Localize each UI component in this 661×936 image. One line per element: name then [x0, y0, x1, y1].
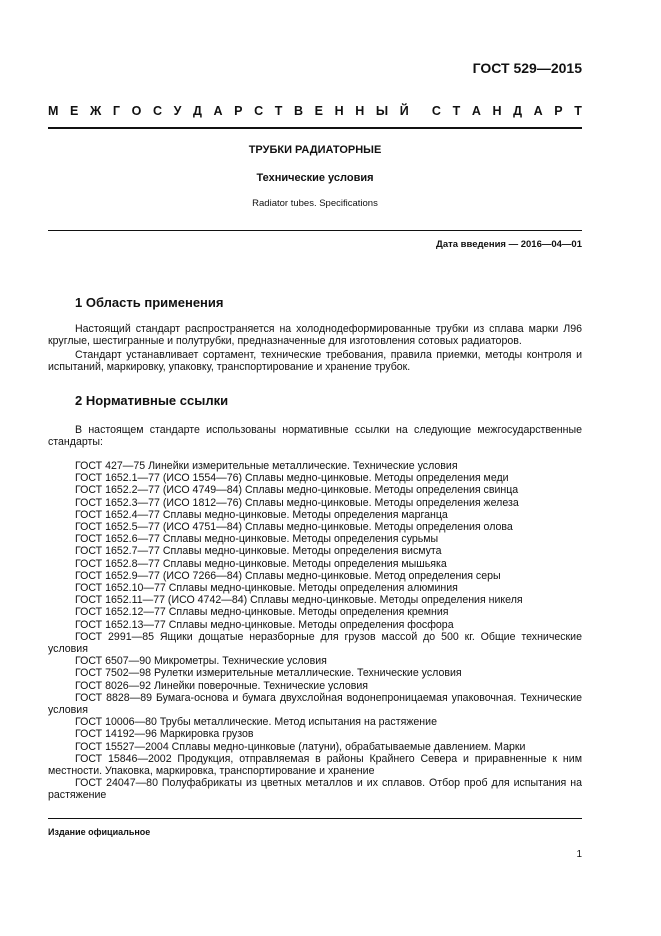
reference-item: ГОСТ 10006—80 Трубы металлические. Метод испытания на растяжение [75, 716, 437, 729]
banner-letter: Н [355, 104, 365, 118]
section-1-paragraph-2: Стандарт устанавливает сортамент, технические требования, правила приемки, методы контроля и испытаний, маркировку, упаковку, транспортирование и хранение трубок. [48, 349, 582, 374]
intro-date: Дата введения — 2016—04—01 [436, 239, 582, 250]
reference-item: ГОСТ 14192—96 Маркировка грузов [75, 728, 254, 741]
reference-item: ГОСТ 427—75 Линейки измерительные металлические. Технические условия [75, 460, 458, 472]
document-title: ТРУБКИ РАДИАТОРНЫЕ [248, 144, 382, 156]
reference-item: ГОСТ 8026—92 Линейки поверочные. Технические условия [75, 679, 368, 692]
banner-letter: Н [492, 104, 502, 118]
banner-letter: У [173, 104, 182, 118]
reference-item: ГОСТ 15527—2004 Сплавы медно-цинковые (латуни), обрабатываемые давлением. Марки [75, 740, 526, 753]
header-divider [48, 127, 582, 129]
reference-item: ГОСТ 1652.8—77 Сплавы медно-цинковые. Методы определения мышьяка [75, 557, 447, 570]
reference-item: ГОСТ 1652.1—77 (ИСО 1554—76) Сплавы медно-цинковые. Методы определения меди [75, 472, 509, 485]
banner-letter: Д [513, 104, 522, 118]
reference-item: ГОСТ 1652.7—77 Сплавы медно-цинковые. Методы определения висмута [75, 545, 442, 558]
banner-letter: Й [399, 104, 409, 118]
reference-item: ГОСТ 1652.5—77 (ИСО 4751—84) Сплавы медно-цинковые. Методы определения олова [75, 521, 513, 534]
banner-letter: Р [554, 104, 563, 118]
reference-item: ГОСТ 1652.3—77 (ИСО 1812—76) Сплавы медно-цинковые. Методы определения железа [75, 496, 519, 509]
page-number: 1 [576, 849, 582, 860]
section-2-heading: 2 Нормативные ссылки [75, 393, 229, 408]
banner-letter: Т [452, 104, 461, 118]
banner-letter: О [131, 104, 142, 118]
banner-letter: Ж [89, 104, 102, 118]
banner-letter: С [431, 104, 441, 118]
banner-letter: Ы [375, 104, 389, 118]
banner-letter: Н [334, 104, 344, 118]
reference-item: ГОСТ 1652.6—77 Сплавы медно-цинковые. Методы определения сурьмы [75, 533, 439, 546]
reference-item: ГОСТ 1652.11—77 (ИСО 4742—84) Сплавы медно-цинковые. Методы определения никеля [75, 594, 523, 607]
banner-letter: А [213, 104, 223, 118]
banner-letter: Р [234, 104, 243, 118]
reference-item: ГОСТ 8828—89 Бумага-основа и бумага двухслойная водонепроницаемая упаковочная. Технические условия [48, 691, 582, 717]
reference-item: ГОСТ 1652.10—77 Сплавы медно-цинковые. Методы определения алюминия [75, 582, 458, 595]
reference-item: ГОСТ 2991—85 Ящики дощатые неразборные для грузов массой до 500 кг. Общие технические условия [48, 630, 582, 656]
reference-item: ГОСТ 1652.9—77 (ИСО 7266—84) Сплавы медно-цинковые. Метод определения серы [75, 569, 501, 582]
banner-letter: М [48, 104, 59, 118]
reference-item: ГОСТ 1652.12—77 Сплавы медно-цинковые. Методы определения кремния [75, 606, 449, 619]
banner-letter: Г [112, 104, 120, 118]
section-2-intro: В настоящем стандарте использованы нормативные ссылки на следующие межгосударственные стандарты: [48, 424, 582, 449]
banner-letter: Т [574, 104, 582, 118]
reference-item: ГОСТ 1652.2—77 (ИСО 4749—84) Сплавы медно-цинковые. Методы определения свинца [75, 484, 519, 497]
footer-divider [48, 818, 582, 819]
banner-letter: Д [192, 104, 202, 118]
banner-letter: А [471, 104, 481, 118]
section-1-paragraph-1: Настоящий стандарт распространяется на холоднодеформированные трубки из сплава марки Л96 круглые, шестигранные и полутрубки, предназначенные для изготовления сотовых радиаторов. [48, 323, 582, 348]
banner-letter: Е [70, 104, 79, 118]
reference-item: ГОСТ 1652.4—77 Сплавы медно-цинковые. Методы определения марганца [75, 508, 448, 521]
reference-item: ГОСТ 24047—80 Полуфабрикаты из цветных металлов и их сплавов. Отбор проб для испытания на растяжение [48, 777, 582, 802]
reference-item: ГОСТ 7502—98 Рулетки измерительные металлические. Технические условия [75, 667, 462, 680]
banner-letter: А [533, 104, 543, 118]
reference-item: ГОСТ 6507—90 Микрометры. Технические условия [75, 655, 327, 668]
official-edition-label: Издание официальное [48, 827, 151, 837]
banner-letter: В [293, 104, 304, 118]
reference-item: ГОСТ 1652.13—77 Сплавы медно-цинковые. Методы определения фосфора [75, 618, 454, 631]
title-divider [48, 230, 582, 231]
banner-letter: С [152, 104, 162, 118]
banner-letter: Е [314, 104, 323, 118]
document-subtitle: Технические условия [256, 172, 374, 184]
document-code: ГОСТ 529—2015 [472, 60, 582, 76]
normative-references-list [48, 460, 582, 802]
section-1-heading: 1 Область применения [75, 295, 224, 310]
reference-item: ГОСТ 15846—2002 Продукция, отправляемая в районы Крайнего Севера и приравненные к ним местности. Упаковка, маркировка, транспортирование и хранение [48, 752, 582, 778]
interstate-standard-banner [48, 104, 582, 118]
document-title-english: Radiator tubes. Specifications [252, 198, 378, 209]
banner-letter: С [254, 104, 264, 118]
banner-letter: Т [274, 104, 283, 118]
